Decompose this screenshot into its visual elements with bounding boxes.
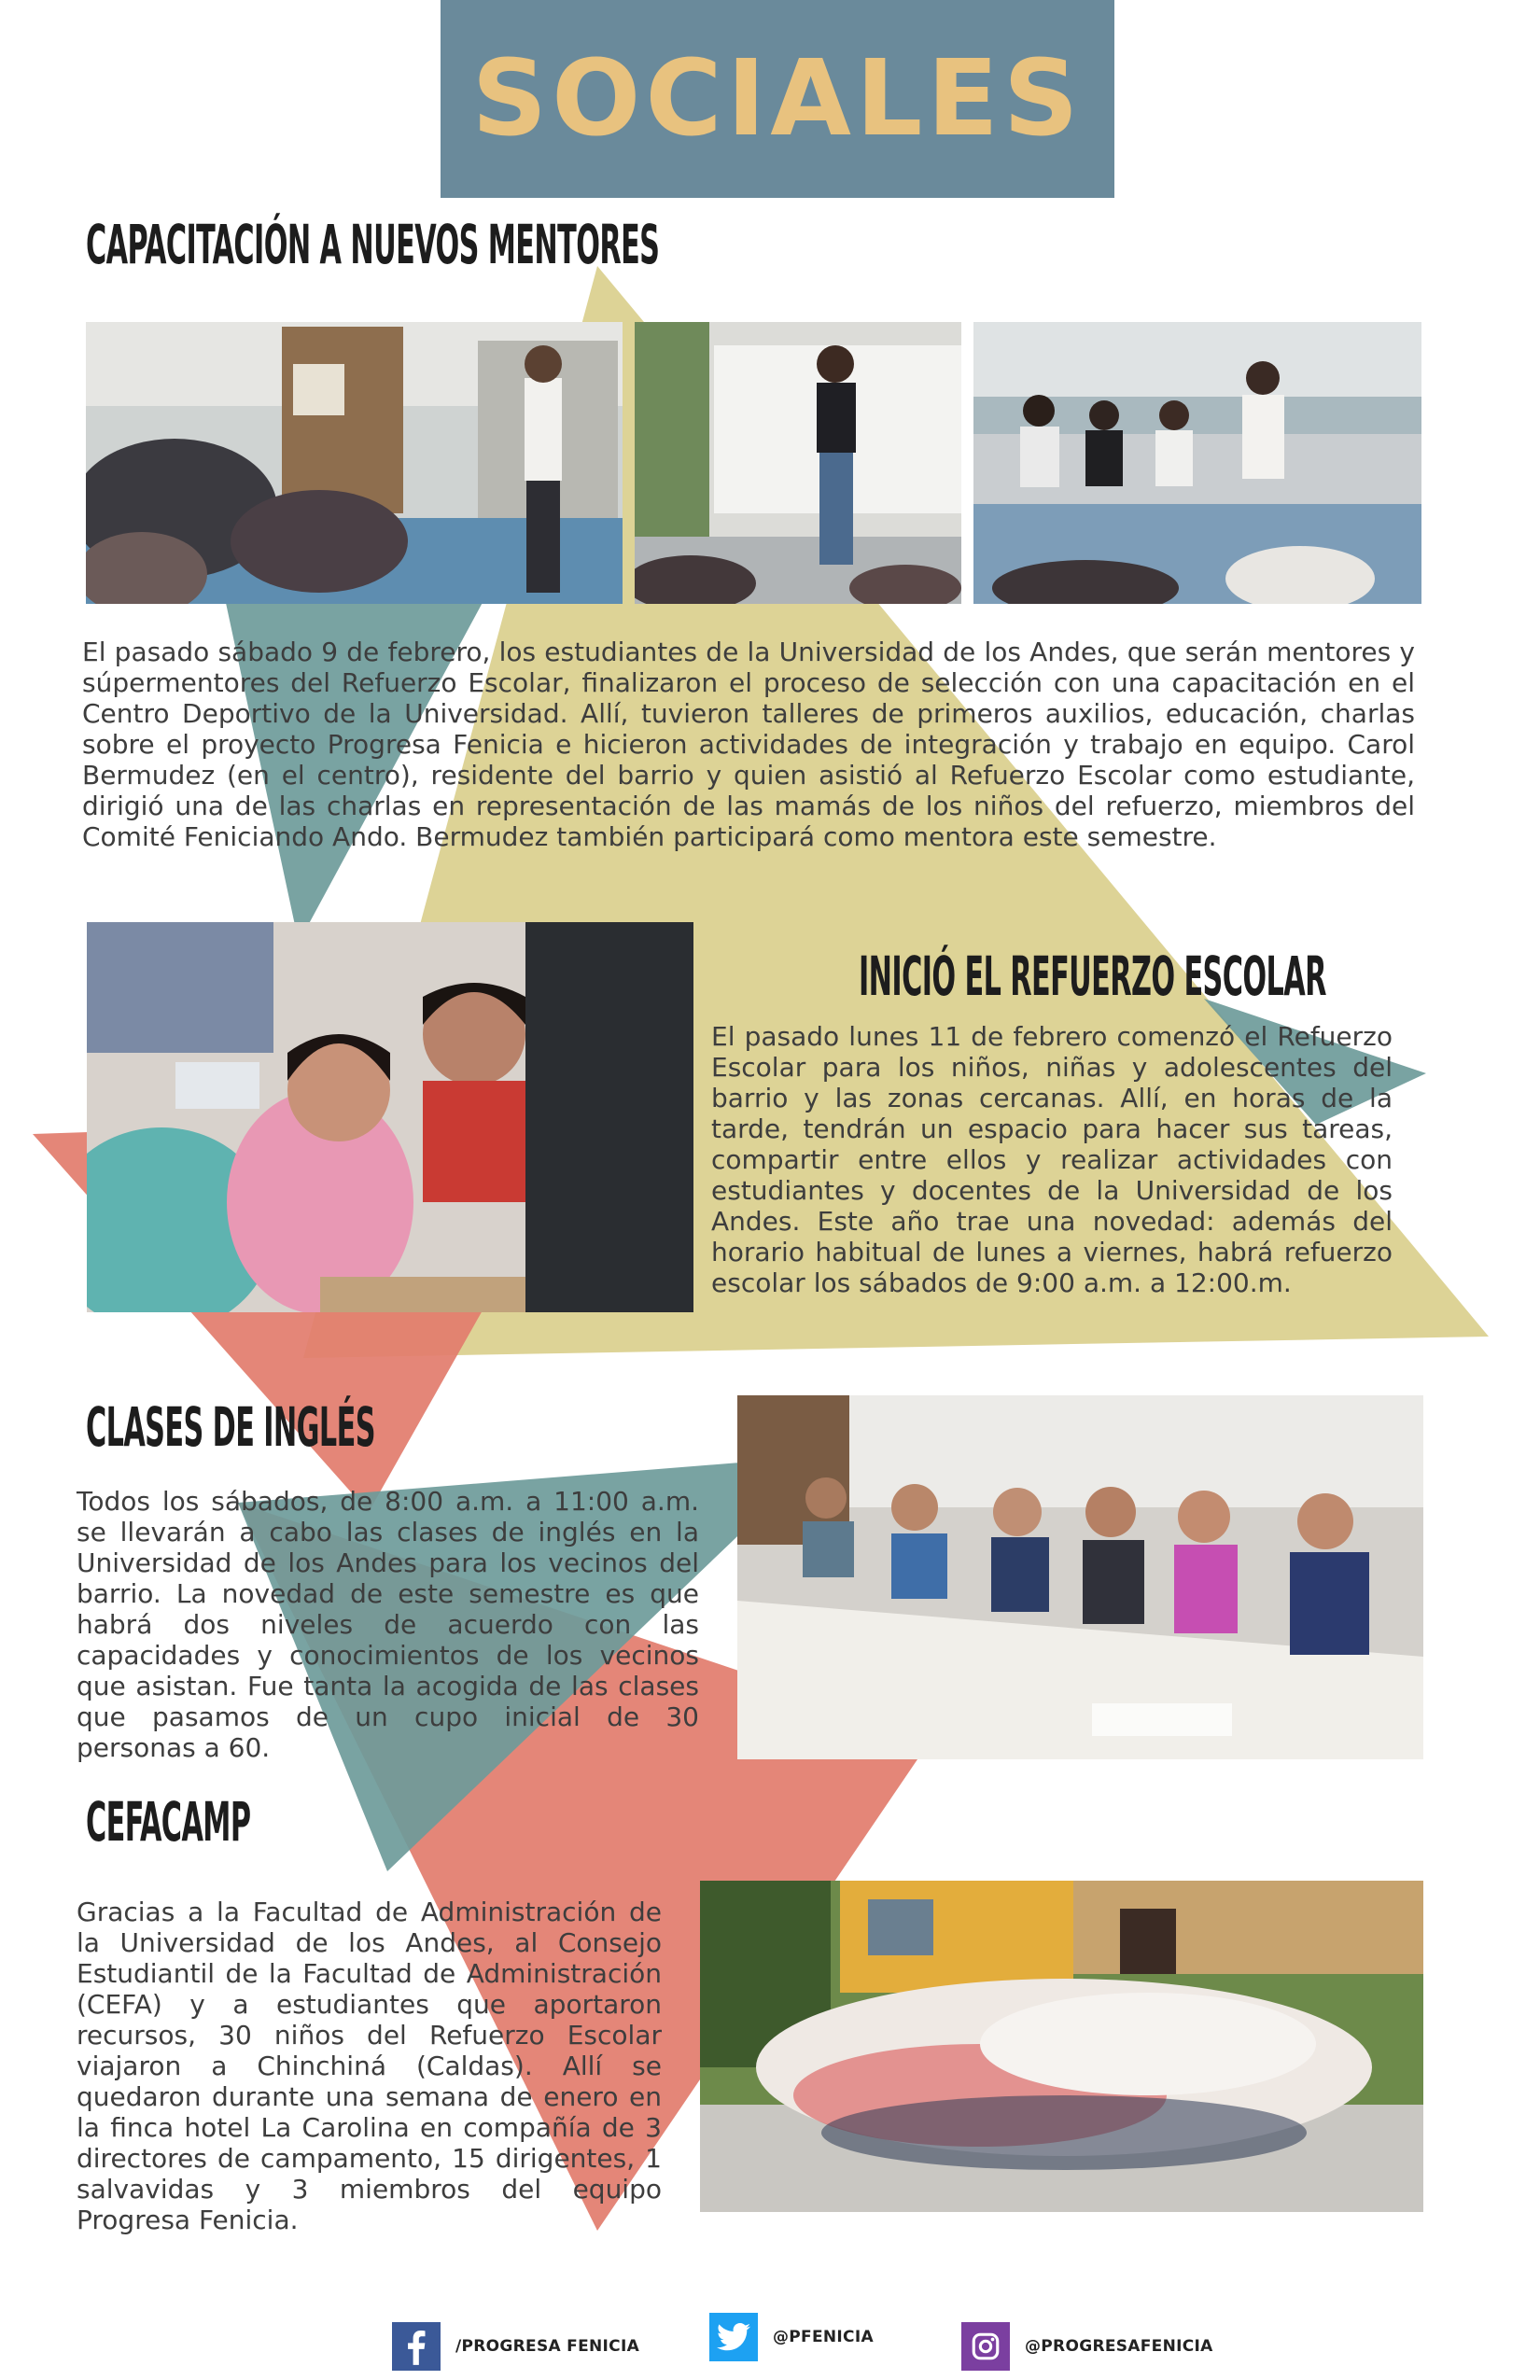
photo-cefacamp-group (700, 1881, 1423, 2212)
section-body-refuerzo: El pasado lunes 11 de febrero comenzó el Refuerzo Escolar para los niños, niñas y adolescentes del barrio y las zonas cercanas. Allí, en horas de la tarde, tendrán un espacio para hacer sus tareas, compartir entre ellos y realizar actividades con estudiantes y docentes de la Universidad de los Andes. Este año trae una novedad: además del horario habitual de lunes a viernes, habrá refuerzo escolar los sábados de 9:00 a.m. a 12:00.m. (711, 1021, 1393, 1298)
section-title-refuerzo: INICIÓ EL REFUERZO ESCOLAR (859, 945, 1326, 1008)
section-title-mentores: CAPACITACIÓN A NUEVOS MENTORES (86, 213, 660, 276)
masthead-banner (441, 0, 1114, 198)
photo-english-class (737, 1395, 1423, 1759)
twitter-icon (709, 2313, 758, 2361)
section-title-ingles: CLASES DE INGLÉS (86, 1395, 375, 1459)
footer-twitter-label: @PFENICIA (773, 2328, 874, 2346)
photo-refuerzo-children (87, 922, 693, 1312)
footer-instagram[interactable] (961, 2322, 1213, 2371)
section-body-cefacamp: Gracias a la Facultad de Administración de la Universidad de los Andes, al Consejo Estudiantil de la Facultad de Administración (CEFA) y a estudiantes que aportaron recursos, 30 niños del Refuerzo Escolar viajaron a Chinchiná (Caldas). Allí se quedaron durante una semana de enero en la finca hotel La Carolina en compañía de 3 directores de campamento, 15 dirigentes, 1 salvavidas y 3 miembros del equipo Progresa Fenicia. (77, 1897, 662, 2235)
footer-facebook[interactable] (392, 2322, 639, 2371)
instagram-icon (961, 2322, 1010, 2371)
masthead-title: SOCIALES (471, 38, 1084, 160)
photo-training-speaker (86, 322, 623, 604)
footer-instagram-label: @PROGRESAFENICIA (1025, 2337, 1213, 2356)
footer-twitter[interactable] (709, 2313, 874, 2361)
photo-training-group (973, 322, 1421, 604)
section-body-ingles: Todos los sábados, de 8:00 a.m. a 11:00 a.m. se llevarán a cabo las clases de inglés en la Universidad de los Andes para los vecinos del barrio. La novedad de este semestre es que habrá dos niveles de acuerdo con las capacidades y conocimientos de los vecinos que asistan. Fue tanta la acogida de las clases que pasamos de un cupo inicial de 30 personas a 60. (77, 1486, 699, 1763)
facebook-icon (392, 2322, 441, 2371)
section-title-cefacamp: CEFACAMP (86, 1790, 251, 1854)
photo-training-carol (635, 322, 961, 604)
footer-facebook-label: /PROGRESA FENICIA (455, 2337, 640, 2356)
section-body-mentores: El pasado sábado 9 de febrero, los estudiantes de la Universidad de los Andes, que serán mentores y súpermentores del Refuerzo Escolar, finalizaron el proceso de selección con una capacitación en el Centro Deportivo de la Universidad. Allí, tuvieron talleres de primeros auxilios, educación, charlas sobre el proyecto Progresa Fenicia e hicieron actividades de integración y trabajo en equipo. Carol Bermudez (en el centro), residente del barrio y quien asistió al Refuerzo Escolar como estudiante, dirigió una de las charlas en representación de las mamás de los niños del refuerzo, miembros del Comité Feniciando Ando. Bermudez también participará como mentora este semestre. (82, 637, 1415, 852)
